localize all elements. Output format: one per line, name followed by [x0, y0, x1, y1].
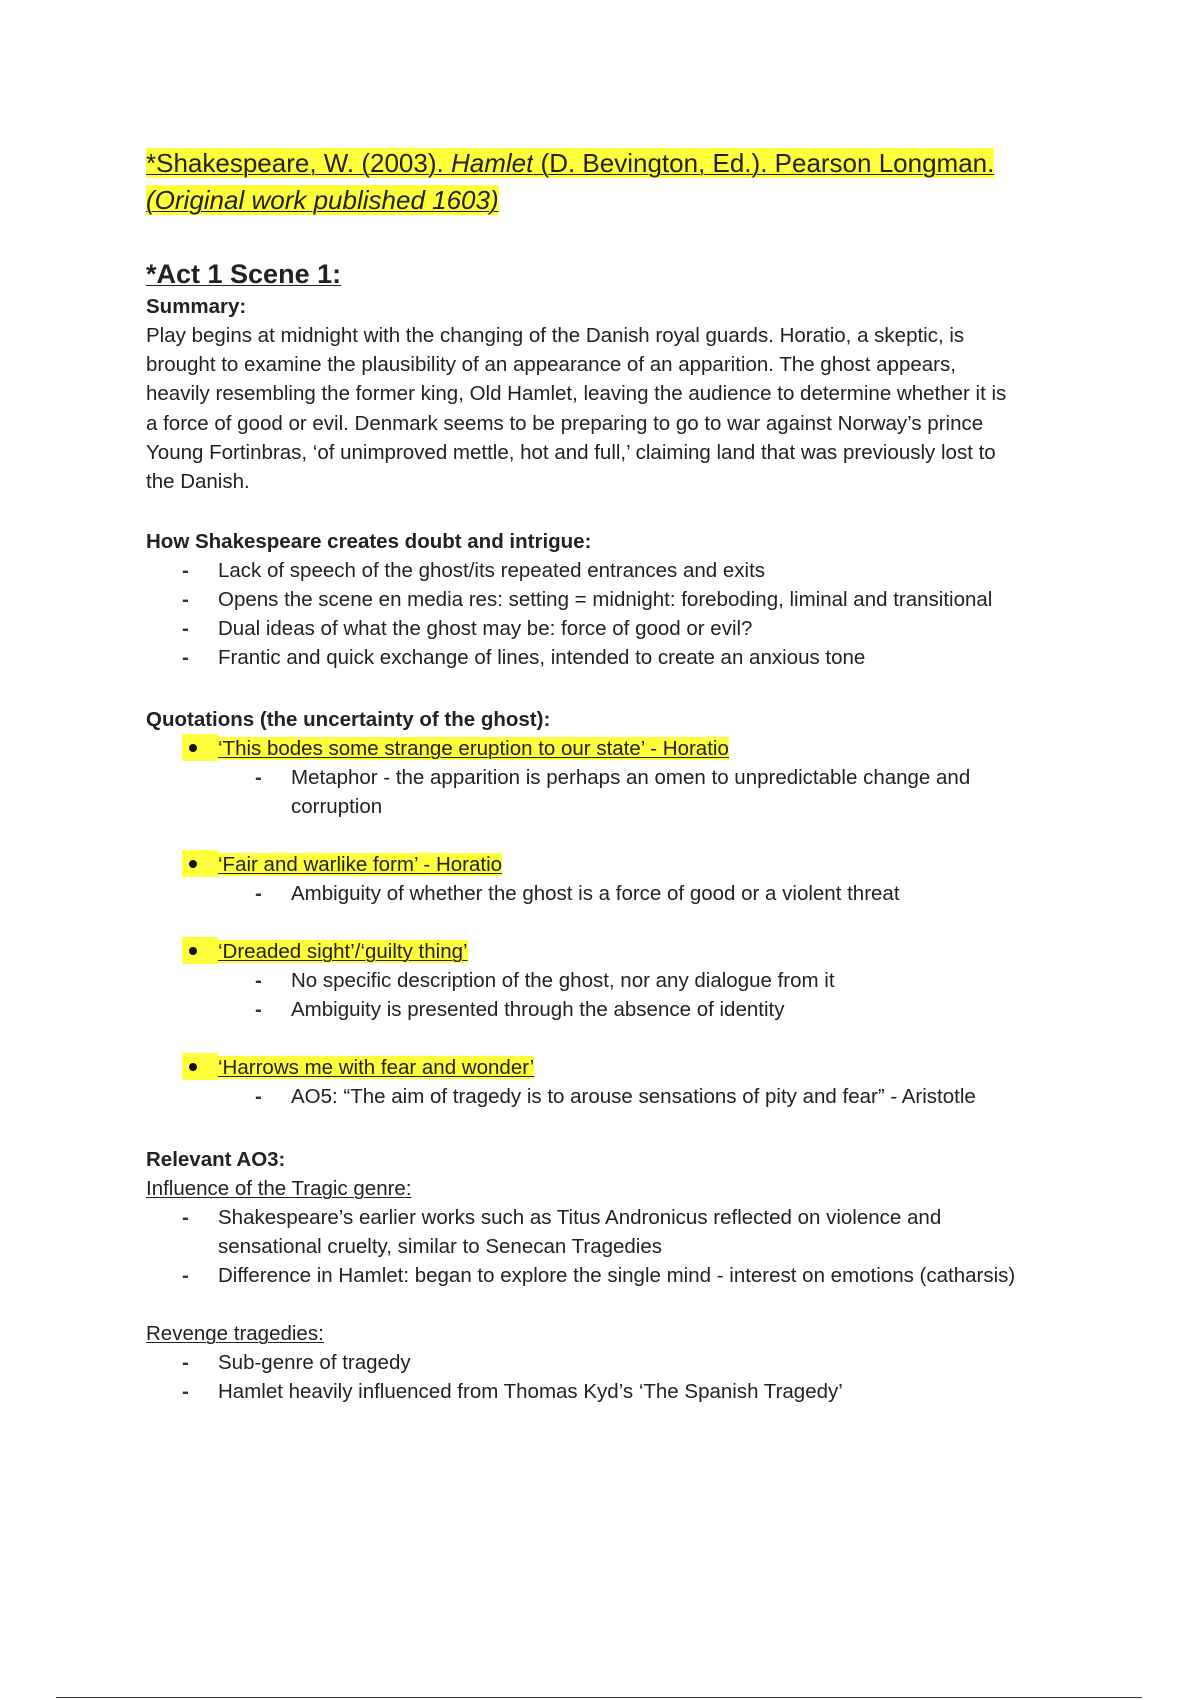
summary-line: heavily resembling the former king, Old Hamlet, leaving the audience to determine whether it is [146, 382, 1007, 406]
bullet-icon [182, 734, 218, 761]
list-item: - Hamlet heavily influenced from Thomas Kyd’s ‘The Spanish Tragedy’ [146, 1377, 1106, 1406]
revenge-tragedies-heading: Revenge tragedies: [146, 1322, 324, 1346]
citation-original-date: (Original work published 1603) [146, 185, 499, 215]
ao3-section [146, 1145, 1106, 1406]
quotation-text: ‘This bodes some strange eruption to our state’ - Horatio [218, 737, 729, 760]
quotations-heading: Quotations (the uncertainty of the ghost): [146, 708, 551, 731]
summary-section [146, 292, 1106, 496]
quotations-section [146, 705, 1106, 1111]
bullet-icon [182, 850, 218, 877]
citation-title: Hamlet [450, 148, 534, 178]
summary-line: brought to examine the plausibility of an appearance of an apparition. The ghost appears, [146, 353, 956, 377]
quotation-note: - No specific description of the ghost, nor any dialogue from it [146, 966, 1106, 995]
summary-line: Play begins at midnight with the changing of the Danish royal guards. Horatio, a skeptic, is [146, 324, 965, 347]
list-item: - Frantic and quick exchange of lines, intended to create an anxious tone [146, 643, 1106, 672]
list-item: - Lack of speech of the ghost/its repeated entrances and exits [146, 556, 1106, 585]
quotation-note: - Ambiguity is presented through the absence of identity [146, 995, 1106, 1024]
quotation-note: - AO5: “The aim of tragedy is to arouse sensations of pity and fear” - Aristotle [146, 1082, 1106, 1111]
act-heading: *Act 1 Scene 1: [146, 259, 342, 289]
quotation-item [146, 734, 1106, 763]
list-item: - Shakespeare’s earlier works such as Titus Andronicus reflected on violence and sensational cruelty, similar to Senecan Tragedies [146, 1203, 1106, 1261]
tragic-genre-heading: Influence of the Tragic genre: [146, 1177, 412, 1200]
quotation-text: ‘Fair and warlike form’ - Horatio [218, 853, 503, 876]
summary-line: a force of good or evil. Denmark seems to be preparing to go to war against Norway’s prince [146, 411, 984, 435]
ao3-heading: Relevant AO3: [146, 1148, 286, 1171]
list-item: - Sub-genre of tragedy [146, 1348, 1106, 1377]
summary-line: Young Fortinbras, ‘of unimproved mettle, hot and full,’ claiming land that was previously lost to [146, 440, 996, 464]
quotation-text: ‘Harrows me with fear and wonder’ [218, 1056, 535, 1079]
quotation-item [146, 850, 1106, 879]
summary-heading: Summary: [146, 295, 247, 318]
intrigue-section [146, 527, 1106, 672]
quotation-item [146, 1053, 1106, 1082]
quotation-text: ‘Dreaded sight’/‘guilty thing’ [218, 940, 468, 963]
reference-citation [146, 145, 994, 219]
bullet-icon [182, 937, 218, 964]
list-item: - Dual ideas of what the ghost may be: force of good or evil? [146, 614, 1106, 643]
list-item: - Difference in Hamlet: began to explore the single mind - interest on emotions (catharsis) [146, 1261, 1106, 1290]
intrigue-heading: How Shakespeare creates doubt and intrigue: [146, 530, 592, 553]
quotation-item [146, 937, 1106, 966]
summary-line: the Danish. [146, 470, 250, 494]
citation-author: *Shakespeare, W. (2003). [146, 148, 451, 178]
bullet-icon [182, 1053, 218, 1080]
list-item: - Opens the scene en media res: setting = midnight: foreboding, liminal and transitional [146, 585, 1106, 614]
page-bottom-divider [56, 1697, 1142, 1698]
quotation-note: - Ambiguity of whether the ghost is a force of good or a violent threat [146, 879, 1106, 908]
quotation-note: - Metaphor - the apparition is perhaps an omen to unpredictable change and corruption [146, 763, 1106, 821]
citation-publisher: (D. Bevington, Ed.). Pearson Longman. [533, 148, 995, 178]
